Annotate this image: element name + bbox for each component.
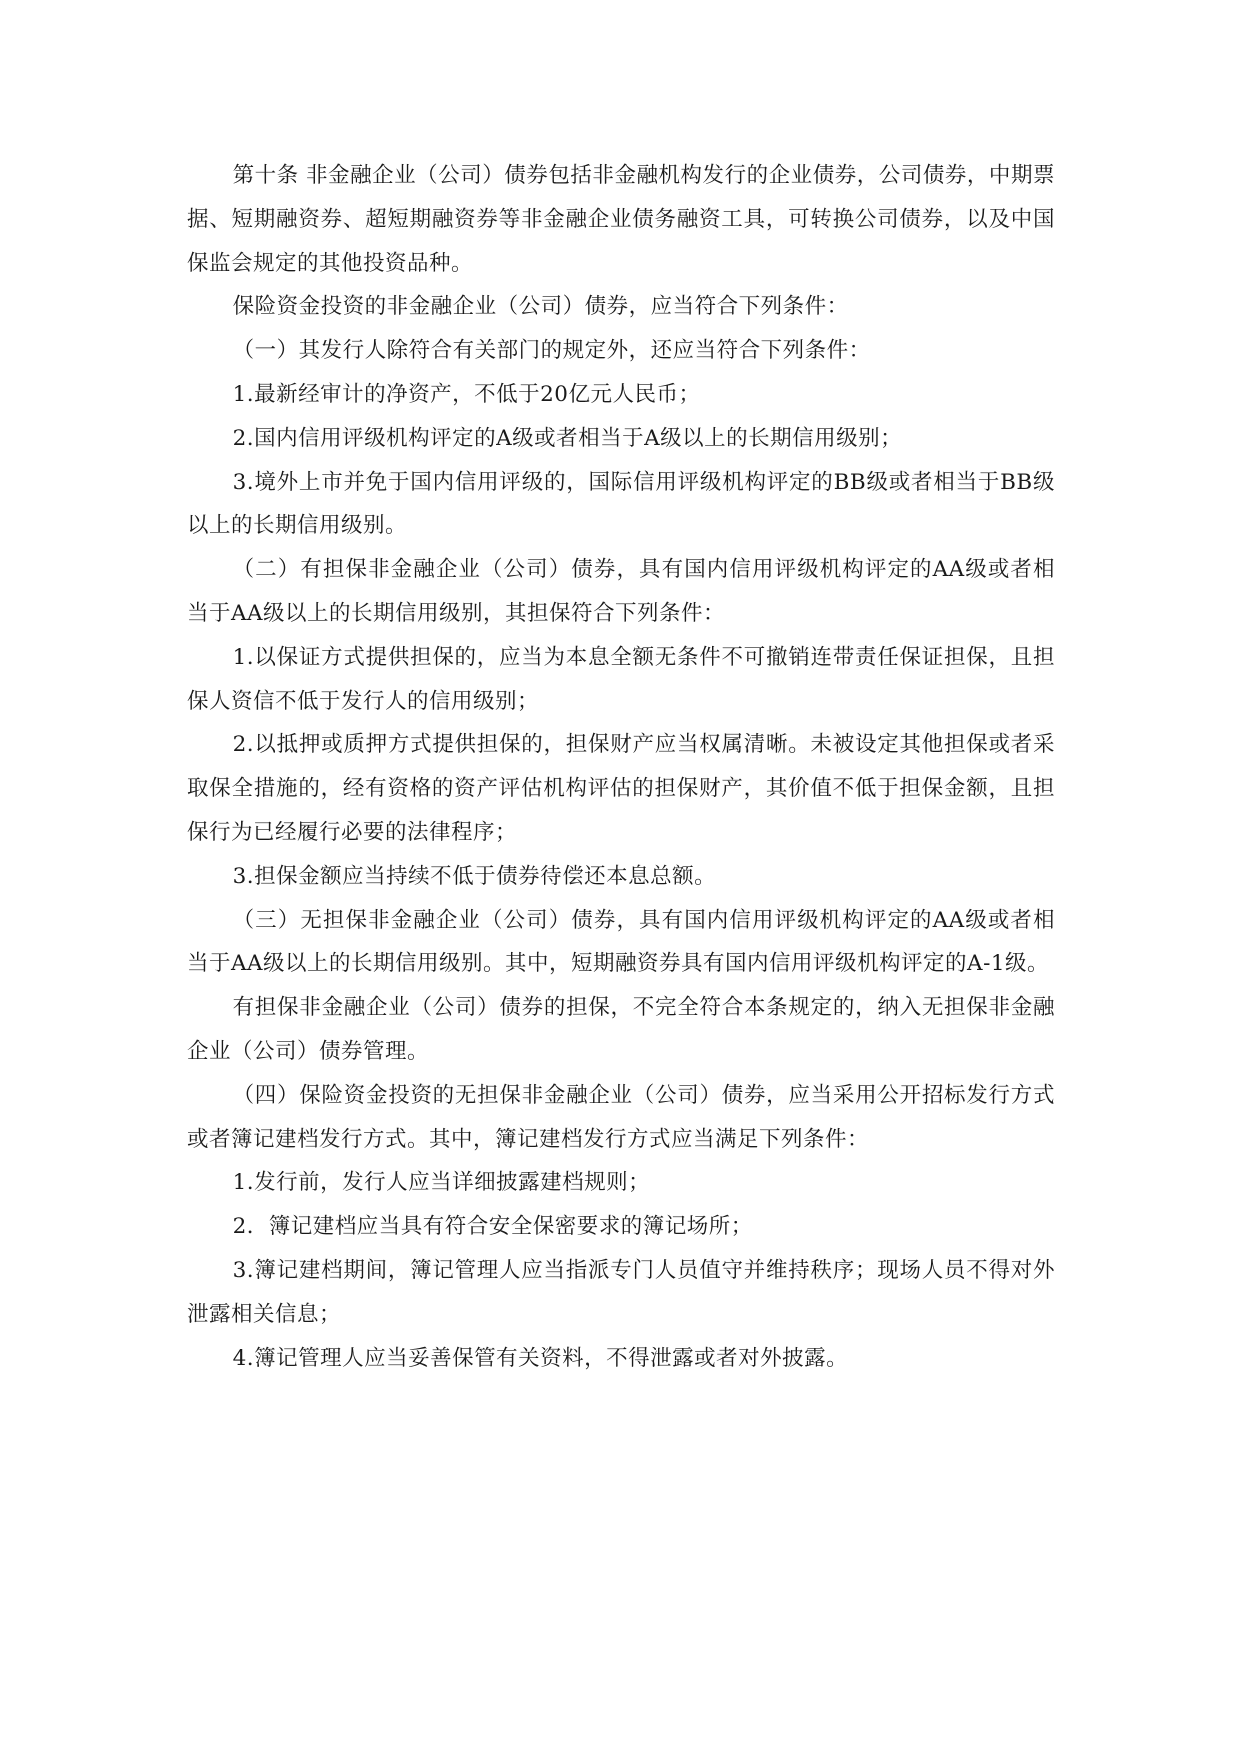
clause-4-item-4: 4.簿记管理人应当妥善保管有关资料，不得泄露或者对外披露。: [232, 1345, 849, 1371]
clause-1-item-1: 1.最新经审计的净资产，不低于20亿元人民币；: [232, 381, 701, 407]
clause-2-item-1: 1.以保证方式提供担保的，应当为本息全额无条件不可撤销连带责任保证担保，且担保人资信不低于发行人的信用级别；: [187, 644, 1055, 714]
clause-2-item-2: 2.以抵押或质押方式提供担保的，担保财产应当权属清晰。未被设定其他担保或者采取保全措施的，经有资格的资产评估机构评估的担保财产，其价值不低于担保金额，且担保行为已经履行必要的法律程序；: [187, 732, 1055, 845]
clause-3-note: 有担保非金融企业（公司）债券的担保，不完全符合本条规定的，纳入无担保非金融企业（公司）债券管理。: [187, 995, 1055, 1064]
clause-4-item-2: 2．簿记建档应当具有符合安全保密要求的簿记场所；: [232, 1214, 753, 1240]
article-10-intro: 第十条 非金融企业（公司）债券包括非金融机构发行的企业债券，公司债券，中期票据、短期融资券、超短期融资券等非金融企业债务融资工具，可转换公司债券，以及中国保监会规定的其他投资品种。: [187, 163, 1055, 276]
clause-4-heading: （四）保险资金投资的无担保非金融企业（公司）债券，应当采用公开招标发行方式或者簿记建档发行方式。其中，簿记建档发行方式应当满足下列条件：: [187, 1082, 1055, 1152]
clause-4-item-3: 3.簿记建档期间，簿记管理人应当指派专门人员值守并维持秩序；现场人员不得对外泄露相关信息；: [187, 1257, 1055, 1327]
clause-2-heading: （二）有担保非金融企业（公司）债券，具有国内信用评级机构评定的AA级或者相当于AA级以上的长期信用级别，其担保符合下列条件：: [187, 557, 1055, 626]
clause-1-item-2: 2.国内信用评级机构评定的A级或者相当于A级以上的长期信用级别；: [232, 425, 903, 451]
clause-1-heading: （一）其发行人除符合有关部门的规定外，还应当符合下列条件：: [232, 338, 871, 364]
clause-3-heading: （三）无担保非金融企业（公司）债券，具有国内信用评级机构评定的AA级或者相当于AA级以上的长期信用级别。其中，短期融资券具有国内信用评级机构评定的A-1级。: [187, 907, 1055, 977]
document-body: [187, 154, 1055, 1380]
clause-1-item-3: 3.境外上市并免于国内信用评级的，国际信用评级机构评定的BB级或者相当于BB级以上的长期信用级别。: [187, 469, 1055, 539]
clause-4-item-1: 1.发行前，发行人应当详细披露建档规则；: [232, 1170, 651, 1196]
clause-2-item-3: 3.担保金额应当持续不低于债券待偿还本息总额。: [232, 863, 717, 889]
conditions-lead: 保险资金投资的非金融企业（公司）债券，应当符合下列条件：: [232, 294, 849, 320]
